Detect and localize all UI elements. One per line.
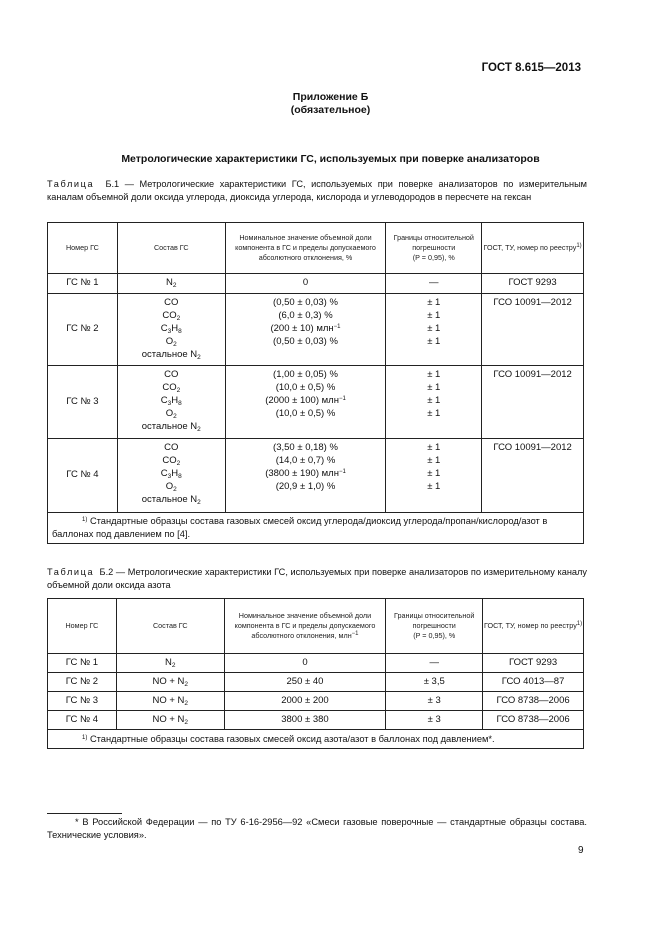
footnote-divider bbox=[47, 813, 122, 814]
table-row bbox=[48, 673, 584, 692]
t2-r3-value: 2000 ± 200 bbox=[224, 692, 386, 711]
appendix-heading bbox=[0, 91, 661, 117]
section-title: Метрологические характеристики ГС, используемых при поверке анализаторов bbox=[121, 153, 540, 165]
t1-r4-number: ГС № 4 bbox=[48, 439, 118, 513]
t1-h-value: Номинальное значение объемной доли компонента в ГС и пределы допускаемого абсолютного отклонения, % bbox=[225, 223, 386, 274]
t1-r1-comp: $N_2$ bbox=[117, 274, 225, 294]
t1-r2-errors: ± 1 ± 1 ± 1 ± 1 bbox=[386, 294, 482, 366]
table1-caption-text: Б.1 — Метрологические характеристики ГС, используемых при поверке анализаторов по измерительным каналам объемной доли оксида углерода, диоксида углерода, кислорода и углеводородов в пересчете на гексан bbox=[47, 179, 588, 202]
t1-r4-ref: ГСО 10091—2012 bbox=[482, 439, 584, 513]
t2-r3-error: ± 3 bbox=[386, 692, 483, 711]
t2-r1-number: ГС № 1 bbox=[48, 654, 117, 673]
t1-h-ref: ГОСТ, ТУ, номер по реестру$^{1)}$ bbox=[482, 223, 584, 274]
t2-r4-ref: ГСО 8738—2006 bbox=[483, 711, 584, 730]
table1-footnote: $^{1)}$ Стандартные образцы состава газовых смесей оксид углерода/диоксид углерода/пропан/кислород/азот в баллонах под давлением по [4]. bbox=[48, 513, 584, 544]
t2-r4-comp: NO + $N_2$ bbox=[116, 711, 224, 730]
table1-footnote-row bbox=[48, 513, 584, 544]
t2-h-error: Границы относительной погрешности (P = 0,95), % bbox=[386, 599, 483, 654]
t1-r1-number: ГС № 1 bbox=[48, 274, 118, 294]
t2-r2-number: ГС № 2 bbox=[48, 673, 117, 692]
table-row bbox=[48, 711, 584, 730]
t1-r2-values: (0,50 ± 0,03) % (6,0 ± 0,3) % (200 ± 10) млн$^{-1}$ (0,50 ± 0,03) % bbox=[225, 294, 386, 366]
appendix-title: Приложение Б bbox=[292, 91, 369, 103]
t1-r2-ref: ГСО 10091—2012 bbox=[482, 294, 584, 366]
standard-number: ГОСТ 8.615—2013 bbox=[481, 62, 581, 74]
t1-r4-errors: ± 1 ± 1 ± 1 ± 1 bbox=[386, 439, 482, 513]
t1-r1-error: — bbox=[386, 274, 482, 294]
table-row bbox=[48, 274, 584, 294]
t2-r3-comp: NO + $N_2$ bbox=[116, 692, 224, 711]
t2-h-ref: ГОСТ, ТУ, номер по реестру$^{1)}$ bbox=[483, 599, 584, 654]
table-row bbox=[48, 692, 584, 711]
table-row bbox=[48, 294, 584, 366]
page-footnote: * В Российской Федерации — по ТУ 6-16-2956—92 «Смеси газовые поверочные — стандартные образцы состава. Технические условия». bbox=[47, 817, 587, 840]
t2-r4-value: 3800 ± 380 bbox=[224, 711, 386, 730]
table2-header-row bbox=[48, 599, 584, 654]
t1-r3-number: ГС № 3 bbox=[48, 366, 118, 439]
t1-r3-errors: ± 1 ± 1 ± 1 ± 1 bbox=[386, 366, 482, 439]
t2-r1-value: 0 bbox=[224, 654, 386, 673]
t2-r1-error: — bbox=[386, 654, 483, 673]
t2-r3-number: ГС № 3 bbox=[48, 692, 117, 711]
appendix-subtitle: (обязательное) bbox=[290, 104, 371, 116]
t1-r1-value: 0 bbox=[225, 274, 386, 294]
t2-r1-comp: $N_2$ bbox=[116, 654, 224, 673]
table-row bbox=[48, 654, 584, 673]
table2-footnote: $^{1)}$ Стандартные образцы состава газовых смесей оксид азота/азот в баллонах под давлением*. bbox=[48, 730, 584, 749]
page-number: 9 bbox=[578, 845, 584, 856]
table2-footnote-row bbox=[48, 730, 584, 749]
t2-r2-value: 250 ± 40 bbox=[224, 673, 386, 692]
t1-r3-values: (1,00 ± 0,05) % (10,0 ± 0,5) % (2000 ± 100) млн$^{-1}$ (10,0 ± 0,5) % bbox=[225, 366, 386, 439]
table2 bbox=[47, 598, 584, 749]
t2-r4-error: ± 3 bbox=[386, 711, 483, 730]
t2-r2-error: ± 3,5 bbox=[386, 673, 483, 692]
t2-h-composition: Состав ГС bbox=[116, 599, 224, 654]
t1-r2-comp: CO $CO_2$ $C_3H_8$ $O_2$ остальное $N_2$ bbox=[117, 294, 225, 366]
t1-h-composition: Состав ГС bbox=[117, 223, 225, 274]
t1-r2-number: ГС № 2 bbox=[48, 294, 118, 366]
t1-r1-ref: ГОСТ 9293 bbox=[482, 274, 584, 294]
table1-caption bbox=[47, 178, 587, 203]
t2-r4-number: ГС № 4 bbox=[48, 711, 117, 730]
t1-r3-ref: ГСО 10091—2012 bbox=[482, 366, 584, 439]
t1-h-number: Номер ГС bbox=[48, 223, 118, 274]
t2-h-number: Номер ГС bbox=[48, 599, 117, 654]
t2-r2-comp: NO + $N_2$ bbox=[116, 673, 224, 692]
table2-caption bbox=[47, 566, 587, 591]
table1 bbox=[47, 222, 584, 544]
t1-r3-comp: CO $CO_2$ $C_3H_8$ $O_2$ остальное $N_2$ bbox=[117, 366, 225, 439]
t1-r4-comp: CO $CO_2$ $C_3H_8$ $O_2$ остальное $N_2$ bbox=[117, 439, 225, 513]
table-row bbox=[48, 439, 584, 513]
t2-r3-ref: ГСО 8738—2006 bbox=[483, 692, 584, 711]
table2-caption-label: Таблица bbox=[47, 567, 95, 577]
t2-h-value: Номинальное значение объемной доли компонента в ГС и пределы допускаемого абсолютного отклонения, млн$^{-1}$ bbox=[224, 599, 386, 654]
t2-r2-ref: ГСО 4013—87 bbox=[483, 673, 584, 692]
t2-r1-ref: ГОСТ 9293 bbox=[483, 654, 584, 673]
table1-caption-label: Таблица bbox=[47, 179, 95, 189]
t1-h-error: Границы относительной погрешности (P = 0,95), % bbox=[386, 223, 482, 274]
table-row bbox=[48, 366, 584, 439]
table1-header-row bbox=[48, 223, 584, 274]
table2-caption-text: Б.2 — Метрологические характеристики ГС, используемых при поверке анализаторов по измерительному каналу объемной доли оксида азота bbox=[47, 567, 587, 590]
t1-r4-values: (3,50 ± 0,18) % (14,0 ± 0,7) % (3800 ± 190) млн$^{-1}$ (20,9 ± 1,0) % bbox=[225, 439, 386, 513]
